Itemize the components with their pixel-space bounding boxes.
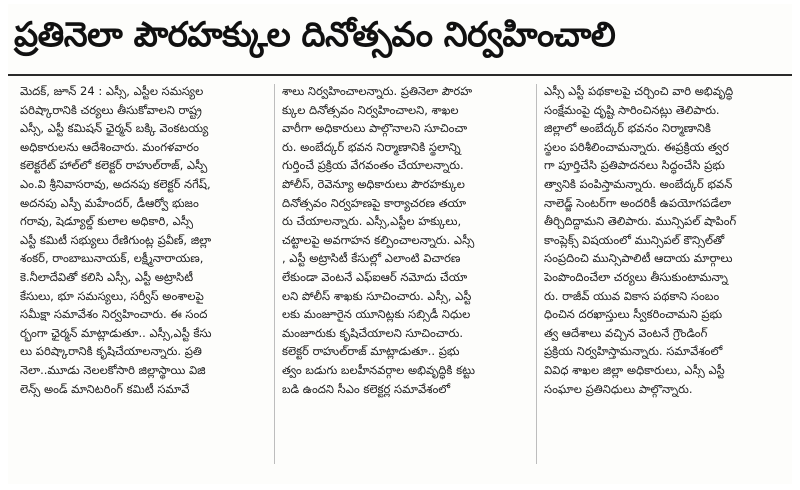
article-text-line: త్వం బడుగు బలహీనవర్గాల అభివృద్ధికి కట్టు (282, 362, 475, 377)
article-text-line: కలెక్టర్‌ రాహుల్‌రాజ్‌ మాట్లాడుతూ.. ప్రభు (282, 344, 460, 359)
column-separator (274, 84, 275, 464)
article-text-line: వివిధ శాఖల జిల్లా అధికారులు, ఎస్సీ ఎస్టీ (544, 362, 725, 377)
article-text-line: రు చేయాలన్నారు. ఎస్సీ,ఎస్టీల హక్కులు, (282, 214, 462, 229)
article-text-line: కె.నీలాదేవితో కలిసి ఎస్సీ, ఎస్టీ అట్రాసిటీ (20, 269, 194, 284)
article-text-line: లెన్స్‌ అండ్‌ మానిటరింగ్‌ కమిటీ సమావే (20, 381, 190, 396)
article-text-line: గుర్తించే ప్రక్రియ వేగవంతం చేయాలన్నారు. (282, 158, 464, 173)
newspaper-clipping (8, 4, 792, 484)
article-text-line: స్థలం పరిశీలించామన్నారు. ఈప్రక్రియ త్వర (544, 139, 729, 154)
article-text-line: దినోత్సవం నిర్వహణపై కార్యాచరణ తయా (282, 195, 467, 210)
article-text-line: తీర్చిదిద్దామని తెలిపారు. మున్సిపల్‌ షాపింగ్‌ (544, 214, 737, 229)
article-column-1 (20, 82, 268, 478)
article-text-line: , ఎస్టీ అట్రాసిటీ కేసుల్లో ఎలాంటి విచారణ (282, 251, 461, 266)
article-text-line: నెలా..మూడు నెలలకోసారి జిల్లాస్థాయి విజి (20, 362, 206, 377)
article-text-line: శాలు నిర్వహించాలన్నారు. ప్రతినెలా పౌరహ (282, 84, 473, 98)
article-text-line: లేకుండా వెంటనే ఎఫ్‌ఐఆర్‌ నమోదు చేయా (282, 269, 468, 284)
article-text-line: త్వ ఆదేశాలు వచ్చిన వెంటనే గ్రౌండింగ్‌ (544, 325, 708, 340)
article-text-line: శంకర్‌, రాంబాబునాయక్‌, లక్ష్మీనారాయణ, (20, 251, 204, 266)
article-text-line: వారీగా అధికారులు పాల్గొనాలని సూచించా (282, 121, 468, 136)
article-column-3 (544, 82, 792, 478)
article-text-line: సంక్షేమంపై దృష్టి సారించినట్లు తెలిపారు. (544, 102, 720, 117)
article-text-line: కేసులు, భూ సమస్యలు, సర్వీస్‌ అంశాలపై (20, 288, 204, 303)
article-text-line: నాలెడ్జ్‌ సెంటర్‌గా అందరికీ ఉపయోగపడేలా (544, 195, 732, 210)
article-text-line: పోలీస్‌, రెవెన్యూ అధికారులు పౌరహక్కుల (282, 176, 465, 191)
article-text-line: ఎం.వి శ్రీనివాసరావు, అదనపు కలెక్టర్‌ నగేష్‌, (20, 176, 211, 191)
article-text-line: లకు మంజూరైన యూనిట్లకు సబ్సిడీ నిధుల (282, 307, 471, 322)
article-column-2 (282, 82, 530, 478)
article-text-line: బడి ఉందని సీఎం కలెక్టర్ల సమావేశంలో (282, 381, 451, 396)
article-text-line: ధించిన దరఖాస్తులు స్వీకరించామని ప్రభు (544, 307, 723, 322)
article-text-line: లు పరిష్కారానికి కృషిచేయాలన్నారు. ప్రతి (20, 344, 202, 359)
article-text-line: త్వానికి పంపిస్తామన్నారు. అంబేద్కర్‌ భవన్‌ (544, 176, 733, 191)
headline-divider (8, 74, 792, 76)
article-text-line: క్కుల దినోత్సవం నిర్వహించాలని, శాఖల (282, 102, 459, 117)
article-text-line: ఎస్సీ, ఎస్టీ కమిషన్‌ ఛైర్మన్‌ బక్కి వెంకటయ్య (20, 121, 209, 136)
article-text-line: పెంపొందించేలా చర్యలు తీసుకుంటామన్నా (544, 269, 728, 284)
article-text-line: లని పోలీస్‌ శాఖకు సూచించారు. ఎస్సీ, ఎస్టీ (282, 288, 472, 303)
article-text-line: చట్టాలపై అవగాహన కల్పించాలన్నారు. ఎస్సీ (282, 232, 475, 247)
article-text-line: ప్రక్రియ నిర్వహిస్తామన్నారు. సమావేశంలో (544, 344, 723, 359)
article-text-line: గా పూర్తిచేసి ప్రతిపాదనలు సిద్ధంచేసి ప్రభు (544, 158, 725, 173)
article-text-line: సంప్రదించి మున్సిపాలిటీ ఆదాయ మార్గాలు (544, 251, 733, 266)
article-text-line: సమీక్షా సమావేశం నిర్వహించారు. ఈ సంద (20, 307, 208, 322)
article-text-line: పరిష్కారానికి చర్యలు తీసుకోవాలని రాష్ట్ర (20, 102, 202, 117)
article-text-line: మంజూరుకు కృషిచేయాలని సూచించారు. (282, 325, 463, 340)
article-text-line: కాంప్లెక్స్‌ విషయంలో మున్సిపల్‌ కౌన్సిల్‌తో (544, 232, 725, 247)
article-text-line: రు. రాజీవ్‌ యువ వికాస పథకాని సంబం (544, 288, 720, 303)
article-text-line: ఎస్సీ ఎస్టీ పథకాలపై చర్చించి వారి అభివృద్ధి (544, 84, 734, 98)
article-text-line: రు. అంబేద్కర్‌ భవన నిర్మాణానికి స్థలాన్ని (282, 139, 461, 154)
article-text-line: కలెక్టరేట్‌ హాల్‌లో కలెక్టర్‌ రాహుల్‌రాజ్‌, ఎస్పీ (20, 158, 208, 173)
article-text-line: అదనపు ఎస్పీ మహేందర్‌, డీఆర్వో భుజం (20, 195, 199, 210)
article-text-line: సంఘాల ప్రతినిధులు పాల్గొన్నారు. (544, 381, 693, 396)
article-text-line: ర్భంగా ఛైర్మన్‌ మాట్లాడుతూ.. ఎస్సీ,ఎస్టీ కేసు (20, 325, 212, 340)
article-text-line: గరావు, షెడ్యూల్డ్‌ కులాల అధికారి, ఎస్సీ (20, 214, 194, 229)
article-headline: ప్రతినెలా పౌరహక్కుల దినోత్సవం నిర్వహించాలి (14, 15, 616, 55)
column-separator (536, 84, 537, 464)
article-text-line: అధికారులను ఆదేశించారు. మంగళవారం (20, 139, 200, 154)
article-text-line: ఎస్టీ కమిటీ సభ్యులు రేణిగుంట్ల ప్రవీణ్‌, జిల్లా (20, 232, 212, 247)
article-text-line: మెదక్‌, జూన్‌ 24 : ఎస్సీ, ఎస్టీల సమస్యల (20, 84, 204, 98)
article-text-line: జిల్లాలో అంబేద్కర్‌ భవనం నిర్మాణానికి (544, 121, 711, 136)
